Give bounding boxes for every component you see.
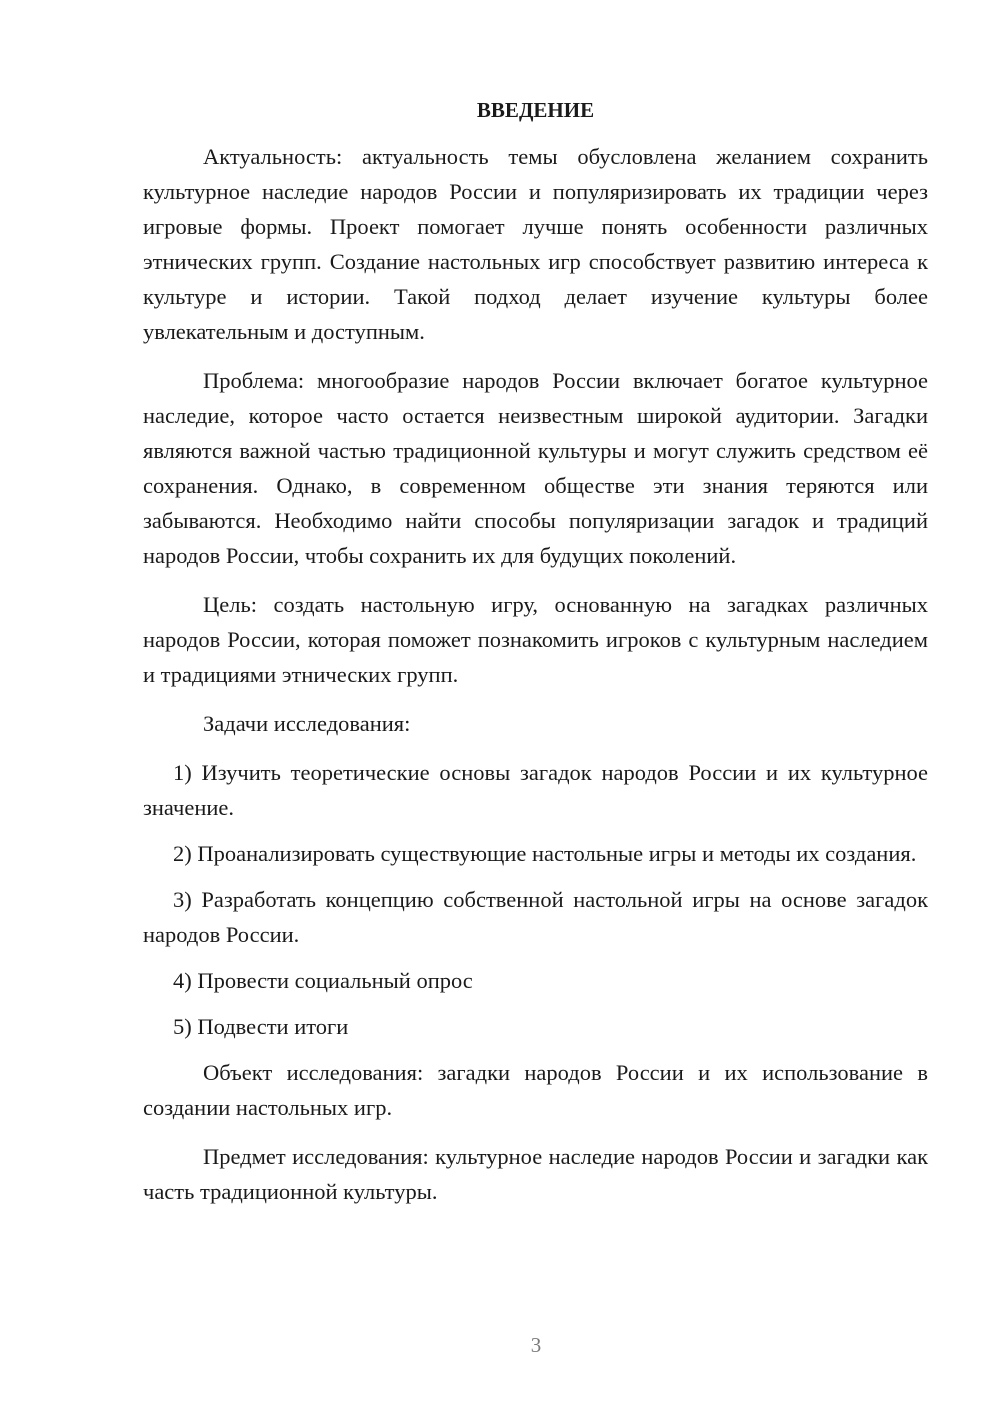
page-number: 3 — [530, 1333, 542, 1357]
subject-paragraph: Предмет исследования: культурное наследие народов России и загадки как часть традиционной культуры. — [143, 1144, 928, 1204]
task-item-3: 3) Разработать концепцию собственной настольной игры на основе загадок народов России. — [143, 887, 928, 947]
task-item-5: 5) Подвести итоги — [173, 1014, 349, 1039]
task-item-1: 1) Изучить теоретические основы загадок народов России и их культурное значение. — [143, 760, 928, 820]
goal-paragraph: Цель: создать настольную игру, основанную на загадках различных народов России, которая поможет познакомить игроков с культурным наследием и традициями этнических групп. — [143, 592, 928, 687]
relevance-paragraph: Актуальность: актуальность темы обусловлена желанием сохранить культурное наследие народов России и популяризировать их традиции через игровые формы. Проект помогает лучше понять особенности различных этнических групп. Создание настольных игр способствует развитию интереса к культуре и истории. Такой подход делает изучение культуры более увлекательным и доступным. — [143, 144, 928, 344]
problem-paragraph: Проблема: многообразие народов России включает богатое культурное наследие, которое часто остается неизвестным широкой аудитории. Загадки являются важной частью традиционной культуры и могут служить средством её сохранения. Однако, в современном обществе эти знания теряются или забываются. Необходимо найти способы популяризации загадок и традиций народов России, чтобы сохранить их для будущих поколений. — [143, 368, 928, 568]
page-title: ВВЕДЕНИЕ — [476, 98, 595, 122]
document-page — [143, 95, 928, 1219]
object-paragraph: Объект исследования: загадки народов России и их использование в создании настольных игр. — [143, 1060, 928, 1120]
task-item-4: 4) Провести социальный опрос — [173, 968, 473, 993]
task-item-2: 2) Проанализировать существующие настольные игры и методы их создания. — [173, 841, 917, 866]
tasks-heading: Задачи исследования: — [203, 711, 411, 736]
